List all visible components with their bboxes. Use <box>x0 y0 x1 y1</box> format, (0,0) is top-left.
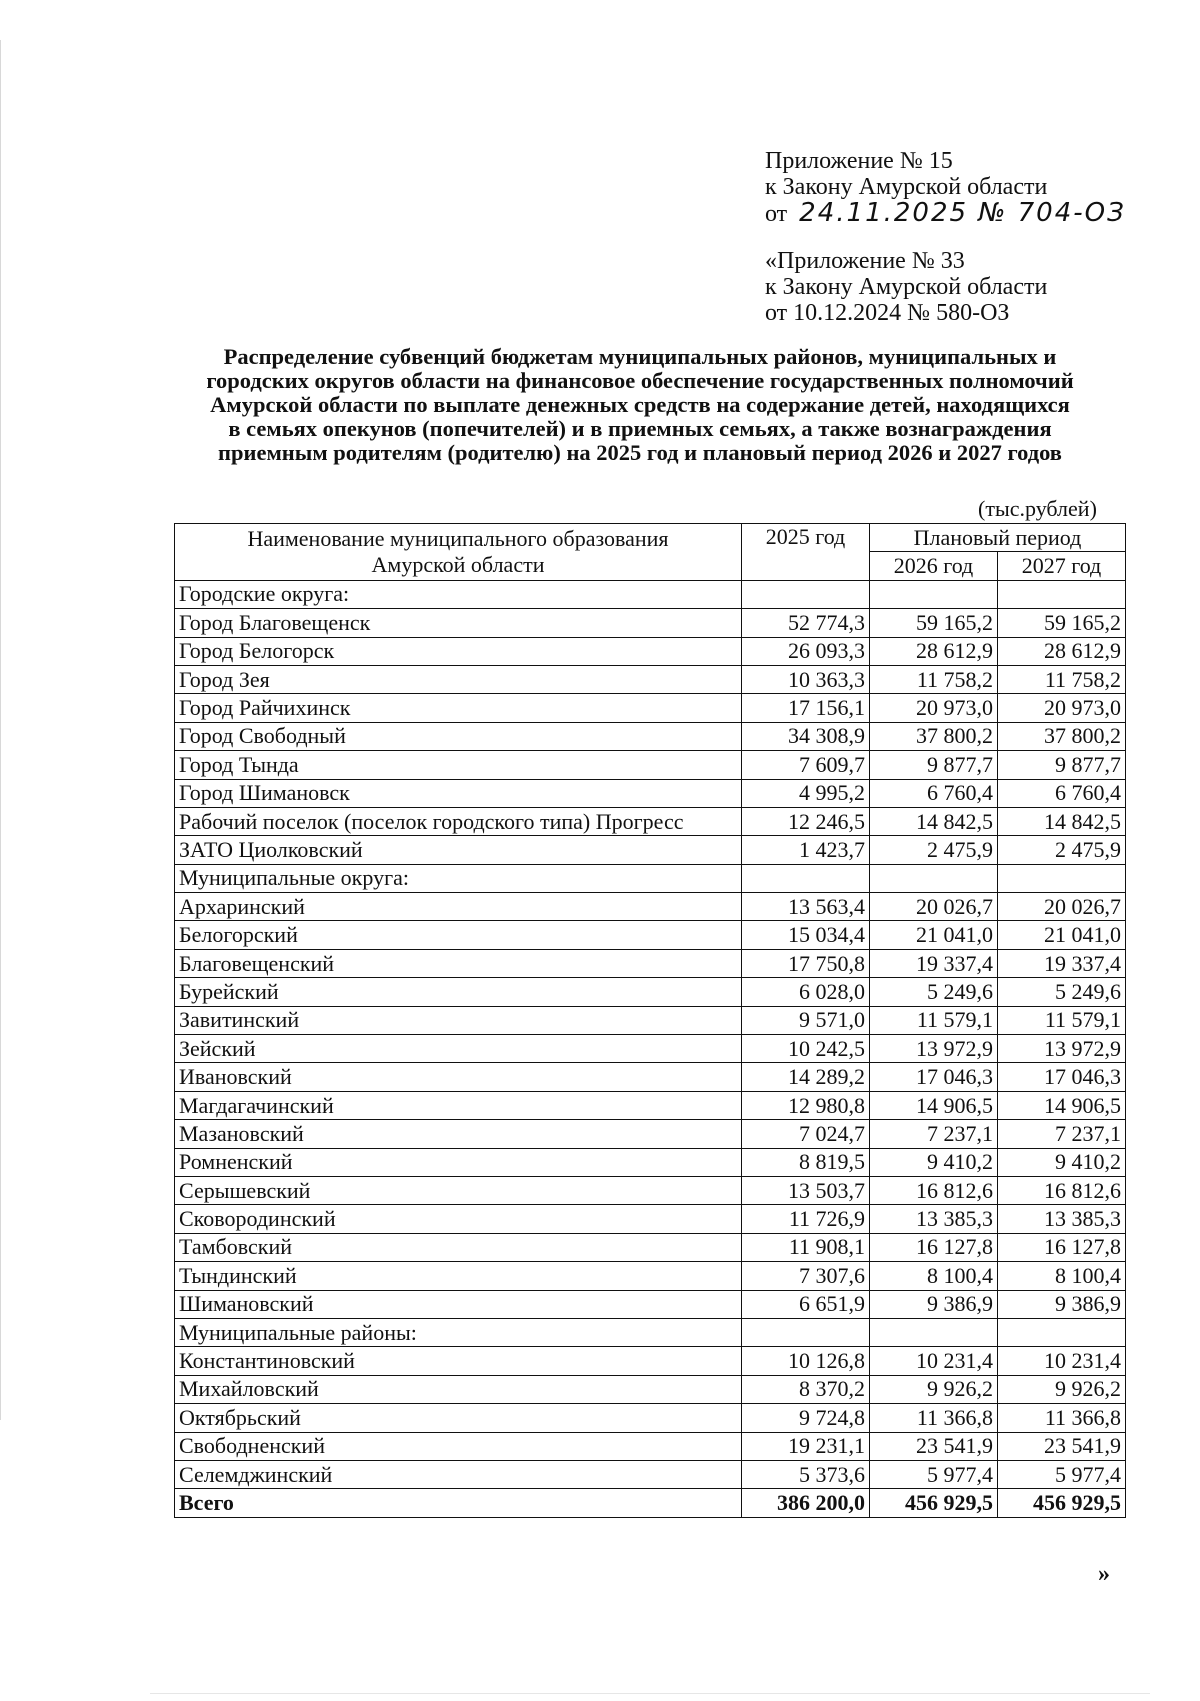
table-row <box>175 1290 1126 1318</box>
cell-2026: 14 842,5 <box>870 807 998 835</box>
cell-name: Михайловский <box>175 1375 742 1403</box>
table-row <box>175 1233 1126 1261</box>
cell-2026: 37 800,2 <box>870 722 998 750</box>
cell-name: Город Шимановск <box>175 779 742 807</box>
header-name-line2: Амурской области <box>371 551 545 577</box>
cell-2025: 6 028,0 <box>742 978 870 1006</box>
appendix-primary-law: к Закону Амурской области <box>765 174 1048 200</box>
cell-2025: 13 563,4 <box>742 893 870 921</box>
cell-2027: 13 385,3 <box>998 1205 1126 1233</box>
table-row <box>175 1006 1126 1034</box>
cell-2027: 9 386,9 <box>998 1290 1126 1318</box>
cell-2025: 1 423,7 <box>742 836 870 864</box>
cell-2027: 19 337,4 <box>998 949 1126 977</box>
date-prefix: от <box>765 201 788 227</box>
cell-2025: 8 370,2 <box>742 1375 870 1403</box>
cell-name: Архаринский <box>175 893 742 921</box>
total-2025: 386 200,0 <box>742 1489 870 1517</box>
appendix-secondary-date: от 10.12.2024 № 580-ОЗ <box>765 300 1010 326</box>
appendix-secondary <box>765 248 1047 326</box>
table-row <box>175 978 1126 1006</box>
cell-name: Городские округа: <box>175 580 742 608</box>
table-row <box>175 1035 1126 1063</box>
cell-2026: 16 127,8 <box>870 1233 998 1261</box>
cell-name: Мазановский <box>175 1120 742 1148</box>
cell-2027: 20 973,0 <box>998 694 1126 722</box>
cell-name: Серышевский <box>175 1176 742 1204</box>
cell-name: Бурейский <box>175 978 742 1006</box>
table-row <box>175 1176 1126 1204</box>
cell-2027: 23 541,9 <box>998 1432 1126 1460</box>
cell-2027: 11 579,1 <box>998 1006 1126 1034</box>
cell-2026: 7 237,1 <box>870 1120 998 1148</box>
cell-2025: 10 126,8 <box>742 1347 870 1375</box>
cell-2025: 14 289,2 <box>742 1063 870 1091</box>
cell-name: Завитинский <box>175 1006 742 1034</box>
cell-2026: 28 612,9 <box>870 637 998 665</box>
table-row <box>175 779 1126 807</box>
cell-2027: 17 046,3 <box>998 1063 1126 1091</box>
cell-2027: 11 366,8 <box>998 1404 1126 1432</box>
table-row <box>175 1063 1126 1091</box>
cell-2025: 34 308,9 <box>742 722 870 750</box>
cell-2025: 5 373,6 <box>742 1460 870 1488</box>
appendix-secondary-law: к Закону Амурской области <box>765 274 1048 300</box>
header-name-line1: Наименование муниципального образования <box>247 525 669 551</box>
cell-2027: 7 237,1 <box>998 1120 1126 1148</box>
cell-2026: 8 100,4 <box>870 1262 998 1290</box>
table-row <box>175 665 1126 693</box>
table-row <box>175 1262 1126 1290</box>
cell-2025: 10 242,5 <box>742 1035 870 1063</box>
table-row <box>175 637 1126 665</box>
header-name <box>175 524 742 581</box>
table-row <box>175 609 1126 637</box>
cell-2026: 10 231,4 <box>870 1347 998 1375</box>
table-row <box>175 921 1126 949</box>
cell-name: Магдагачинский <box>175 1091 742 1119</box>
cell-name: Благовещенский <box>175 949 742 977</box>
cell-2025: 17 156,1 <box>742 694 870 722</box>
cell-name: Ивановский <box>175 1063 742 1091</box>
cell-2026 <box>870 580 998 608</box>
cell-2025: 7 609,7 <box>742 751 870 779</box>
cell-2026: 2 475,9 <box>870 836 998 864</box>
table-row <box>175 1120 1126 1148</box>
closing-quote: » <box>1098 1561 1110 1587</box>
total-2026: 456 929,5 <box>870 1489 998 1517</box>
cell-2025: 52 774,3 <box>742 609 870 637</box>
cell-2027: 5 977,4 <box>998 1460 1126 1488</box>
cell-2027: 16 127,8 <box>998 1233 1126 1261</box>
cell-2027: 9 926,2 <box>998 1375 1126 1403</box>
cell-2025: 11 726,9 <box>742 1205 870 1233</box>
cell-name: Шимановский <box>175 1290 742 1318</box>
cell-2025: 4 995,2 <box>742 779 870 807</box>
scan-edge-left <box>0 40 1 1420</box>
cell-name: Город Райчихинск <box>175 694 742 722</box>
cell-2025: 13 503,7 <box>742 1176 870 1204</box>
cell-name: Муниципальные округа: <box>175 864 742 892</box>
table-row <box>175 1148 1126 1176</box>
cell-2026: 19 337,4 <box>870 949 998 977</box>
header-row <box>175 524 1126 552</box>
cell-2027: 9 877,7 <box>998 751 1126 779</box>
cell-2026: 9 410,2 <box>870 1148 998 1176</box>
cell-2027: 28 612,9 <box>998 637 1126 665</box>
cell-2027: 5 249,6 <box>998 978 1126 1006</box>
cell-name: Рабочий поселок (поселок городского типа) Прогресс <box>175 807 742 835</box>
cell-2025: 9 724,8 <box>742 1404 870 1432</box>
title-line: приемным родителям (родителю) на 2025 год и плановый период 2026 и 2027 годов <box>218 440 1062 465</box>
table-row <box>175 807 1126 835</box>
cell-name: Константиновский <box>175 1347 742 1375</box>
cell-name: Зейский <box>175 1035 742 1063</box>
cell-name: Город Белогорск <box>175 637 742 665</box>
cell-2026: 23 541,9 <box>870 1432 998 1460</box>
cell-name: Муниципальные районы: <box>175 1318 742 1346</box>
cell-2026: 9 926,2 <box>870 1375 998 1403</box>
cell-2026: 5 977,4 <box>870 1460 998 1488</box>
section-row <box>175 580 1126 608</box>
total-2027: 456 929,5 <box>998 1489 1126 1517</box>
table-row <box>175 1091 1126 1119</box>
table-body <box>175 580 1126 1517</box>
cell-name: Сковородинский <box>175 1205 742 1233</box>
cell-2027: 9 410,2 <box>998 1148 1126 1176</box>
appendix-primary-number: Приложение № 15 <box>765 148 953 174</box>
total-label: Всего <box>175 1489 742 1517</box>
cell-name: Город Свободный <box>175 722 742 750</box>
cell-2025 <box>742 580 870 608</box>
cell-2027: 11 758,2 <box>998 665 1126 693</box>
cell-name: Тамбовский <box>175 1233 742 1261</box>
cell-2027: 10 231,4 <box>998 1347 1126 1375</box>
cell-2025: 10 363,3 <box>742 665 870 693</box>
cell-2026: 13 972,9 <box>870 1035 998 1063</box>
cell-2025: 11 908,1 <box>742 1233 870 1261</box>
table-row <box>175 1460 1126 1488</box>
cell-2025: 6 651,9 <box>742 1290 870 1318</box>
cell-2026: 11 579,1 <box>870 1006 998 1034</box>
cell-2025: 8 819,5 <box>742 1148 870 1176</box>
cell-name: Белогорский <box>175 921 742 949</box>
header-planned-period: Плановый период <box>870 524 1126 552</box>
cell-2026: 5 249,6 <box>870 978 998 1006</box>
title-line: Амурской области по выплате денежных средств на содержание детей, находящихся <box>210 392 1070 417</box>
document-title <box>150 345 1130 465</box>
cell-2026: 14 906,5 <box>870 1091 998 1119</box>
title-line: Распределение субвенций бюджетам муниципальных районов, муниципальных и <box>223 344 1057 369</box>
cell-2025: 19 231,1 <box>742 1432 870 1460</box>
table-row <box>175 1347 1126 1375</box>
cell-2027 <box>998 580 1126 608</box>
title-line: городских округов области на финансовое обеспечение государственных полномочий <box>206 368 1074 393</box>
cell-2026: 59 165,2 <box>870 609 998 637</box>
header-2027: 2027 год <box>998 552 1126 580</box>
cell-name: Город Зея <box>175 665 742 693</box>
cell-2026: 20 026,7 <box>870 893 998 921</box>
title-line: в семьях опекунов (попечителей) и в приемных семьях, а также вознаграждения <box>228 416 1052 441</box>
cell-2027: 13 972,9 <box>998 1035 1126 1063</box>
cell-2027: 14 842,5 <box>998 807 1126 835</box>
cell-name: Город Тында <box>175 751 742 779</box>
cell-2026: 6 760,4 <box>870 779 998 807</box>
table-row <box>175 694 1126 722</box>
cell-2027: 37 800,2 <box>998 722 1126 750</box>
appendix-secondary-number: «Приложение № 33 <box>765 248 965 274</box>
cell-2026: 17 046,3 <box>870 1063 998 1091</box>
cell-2025: 17 750,8 <box>742 949 870 977</box>
cell-2026 <box>870 1318 998 1346</box>
cell-2026 <box>870 864 998 892</box>
cell-2027: 2 475,9 <box>998 836 1126 864</box>
table-row <box>175 1404 1126 1432</box>
cell-2025: 15 034,4 <box>742 921 870 949</box>
table-row <box>175 893 1126 921</box>
cell-2026: 21 041,0 <box>870 921 998 949</box>
section-row <box>175 864 1126 892</box>
handwritten-signature-date: 24.11.2025 № 704-ОЗ <box>799 198 1126 228</box>
cell-name: Тындинский <box>175 1262 742 1290</box>
appendix-primary <box>765 148 1126 227</box>
cell-2026: 9 877,7 <box>870 751 998 779</box>
scan-edge-bottom <box>150 1693 1150 1694</box>
cell-2027: 21 041,0 <box>998 921 1126 949</box>
table-row <box>175 949 1126 977</box>
cell-2027: 20 026,7 <box>998 893 1126 921</box>
cell-2027 <box>998 864 1126 892</box>
cell-2025: 26 093,3 <box>742 637 870 665</box>
section-row <box>175 1318 1126 1346</box>
cell-2025: 12 980,8 <box>742 1091 870 1119</box>
table-row <box>175 751 1126 779</box>
cell-2026: 9 386,9 <box>870 1290 998 1318</box>
subvention-table <box>174 523 1126 1518</box>
total-row <box>175 1489 1126 1517</box>
cell-name: Селемджинский <box>175 1460 742 1488</box>
cell-name: Ромненский <box>175 1148 742 1176</box>
cell-2025: 7 307,6 <box>742 1262 870 1290</box>
cell-2025 <box>742 864 870 892</box>
cell-2026: 11 366,8 <box>870 1404 998 1432</box>
table-row <box>175 1205 1126 1233</box>
cell-2027: 59 165,2 <box>998 609 1126 637</box>
cell-name: Свободненский <box>175 1432 742 1460</box>
table-row <box>175 722 1126 750</box>
cell-2026: 16 812,6 <box>870 1176 998 1204</box>
cell-name: Город Благовещенск <box>175 609 742 637</box>
header-2026: 2026 год <box>870 552 998 580</box>
table-row <box>175 1375 1126 1403</box>
cell-name: Октябрьский <box>175 1404 742 1432</box>
cell-2027 <box>998 1318 1126 1346</box>
cell-name: ЗАТО Циолковский <box>175 836 742 864</box>
table-row <box>175 836 1126 864</box>
cell-2026: 20 973,0 <box>870 694 998 722</box>
cell-2027: 6 760,4 <box>998 779 1126 807</box>
cell-2027: 14 906,5 <box>998 1091 1126 1119</box>
cell-2025: 7 024,7 <box>742 1120 870 1148</box>
appendix-primary-date <box>765 200 1126 227</box>
cell-2026: 11 758,2 <box>870 665 998 693</box>
units-label: (тыс.рублей) <box>978 496 1097 521</box>
cell-2027: 8 100,4 <box>998 1262 1126 1290</box>
cell-2025 <box>742 1318 870 1346</box>
cell-2025: 9 571,0 <box>742 1006 870 1034</box>
cell-2027: 16 812,6 <box>998 1176 1126 1204</box>
table-row <box>175 1432 1126 1460</box>
cell-2025: 12 246,5 <box>742 807 870 835</box>
cell-2026: 13 385,3 <box>870 1205 998 1233</box>
header-2025: 2025 год <box>742 524 870 581</box>
